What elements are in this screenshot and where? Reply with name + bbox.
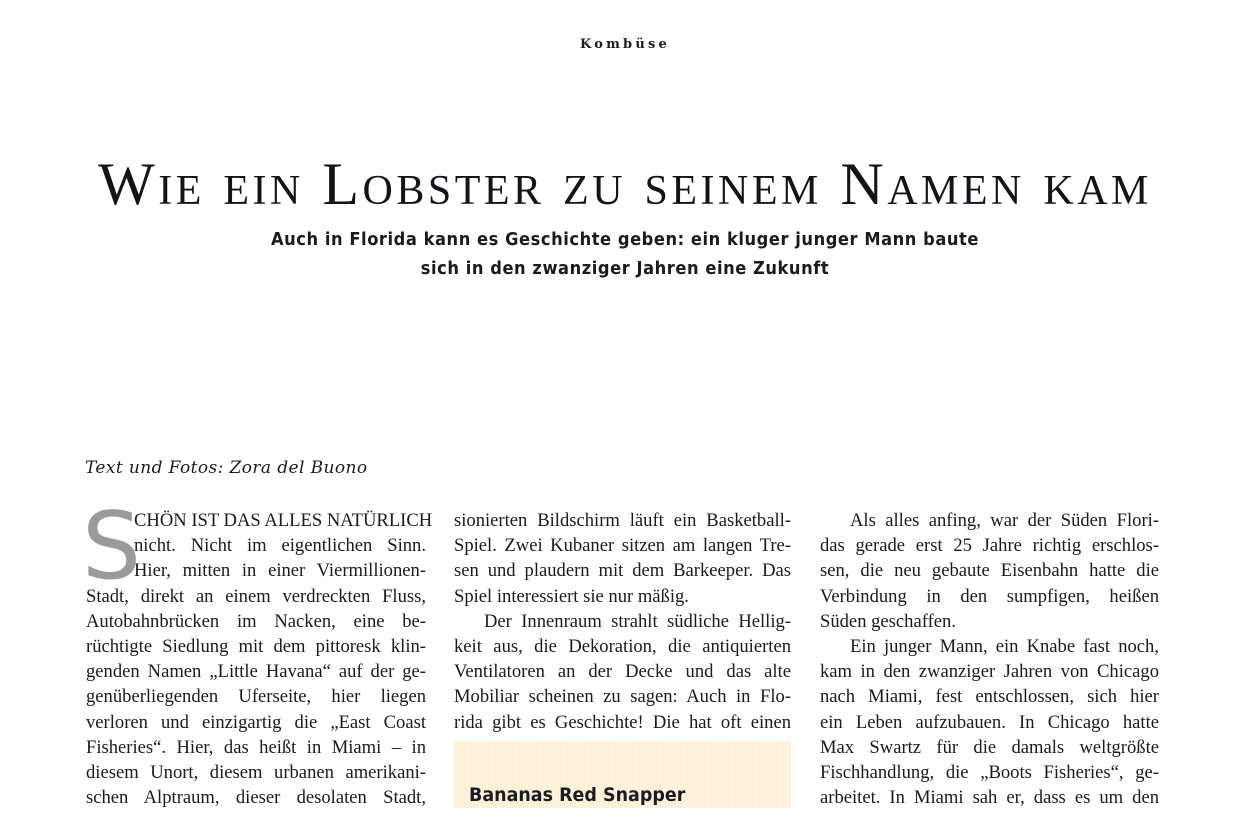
text-line: Fisheries“. Hier, das heißt in Miami – in xyxy=(86,736,426,758)
text-line: Ventilatoren an der Decke und das alte xyxy=(454,661,791,683)
text-line: das gerade erst 25 Jahre richtig erschlos- xyxy=(820,535,1159,557)
text-line: sen und plaudern mit dem Barkeeper. Das xyxy=(454,560,791,582)
article-subtitle xyxy=(44,226,1207,284)
text-line: CHÖN IST DAS ALLES NATÜRLICH xyxy=(134,510,433,531)
text-line: Mobiliar scheinen zu sagen: Auch in Flo- xyxy=(454,686,791,708)
subtitle-line: Auch in Florida kann es Geschichte geben: ein kluger junger Mann baute xyxy=(271,230,979,250)
text-line: genden Namen „Little Havana“ auf der ge- xyxy=(86,661,426,683)
text-line: genüberliegenden Uferseite, hier liegen xyxy=(86,686,426,708)
recipe-sidebar-box xyxy=(454,741,791,808)
subtitle-line: sich in den zwanziger Jahren eine Zukunft xyxy=(420,259,830,279)
text-line: schen Alptraum, dieser desolaten Stadt, xyxy=(86,787,426,809)
article-column-1 xyxy=(82,492,433,810)
text-line: arbeitet. In Miami sah er, dass es um den xyxy=(820,787,1159,809)
text-line: Stadt, direkt an einem verdreckten Fluss, xyxy=(86,585,426,607)
text-line: nicht. Nicht im eigentlichen Sinn. xyxy=(134,535,426,557)
text-line: kam in den zwanziger Jahren von Chicago xyxy=(820,661,1159,683)
article-headline: Wie ein Lobster zu seinem Namen kam xyxy=(98,151,1152,217)
text-line: sen, die neu gebaute Eisenbahn hatte die xyxy=(820,560,1159,582)
dropcap-letter: S xyxy=(82,492,142,600)
text-line: Süden geschaffen. xyxy=(820,610,956,632)
text-line: Spiel interessiert sie nur mäßig. xyxy=(454,585,689,607)
text-line: keit aus, die Dekoration, die antiquierten xyxy=(454,635,791,657)
text-line: rüchtigte Siedlung mit dem pittoresk klin- xyxy=(86,635,426,657)
text-line: verloren und einzigartig die „East Coast xyxy=(86,711,426,733)
text-line: sionierten Bildschirm läuft ein Basketball- xyxy=(454,510,791,531)
text-line: diesem Unort, diesem urbanen amerikani- xyxy=(86,761,426,783)
text-line: Spiel. Zwei Kubaner sitzen am langen Tre- xyxy=(454,535,791,557)
text-line: Verbindung in den sumpfigen, heißen xyxy=(820,585,1159,607)
text-line: Ein junger Mann, ein Knabe fast noch, xyxy=(850,635,1159,657)
byline: Text und Fotos: Zora del Buono xyxy=(85,458,368,478)
recipe-title: Bananas Red Snapper xyxy=(469,784,686,806)
text-line: nach Miami, fest entschlossen, sich hier xyxy=(820,686,1159,708)
text-line: ein Leben aufzubauen. In Chicago hatte xyxy=(820,711,1159,733)
section-label: Kombüse xyxy=(580,37,670,52)
text-line: Als alles anfing, war der Süden Flori- xyxy=(850,510,1159,531)
text-line: Max Swartz für die damals weltgrößte xyxy=(820,736,1159,758)
text-line: Fischhandlung, die „Boots Fisheries“, ge- xyxy=(820,761,1159,783)
article-column-3 xyxy=(820,508,1159,810)
text-line: Autobahnbrücken im Nacken, eine be- xyxy=(86,610,426,632)
text-line: Der Innenraum strahlt südliche Hellig- xyxy=(484,610,791,632)
text-line: Hier, mitten in einer Viermillionen- xyxy=(134,560,426,582)
article-column-2 xyxy=(454,508,791,735)
text-line: rida gibt es Geschichte! Die hat oft einen xyxy=(454,711,791,733)
